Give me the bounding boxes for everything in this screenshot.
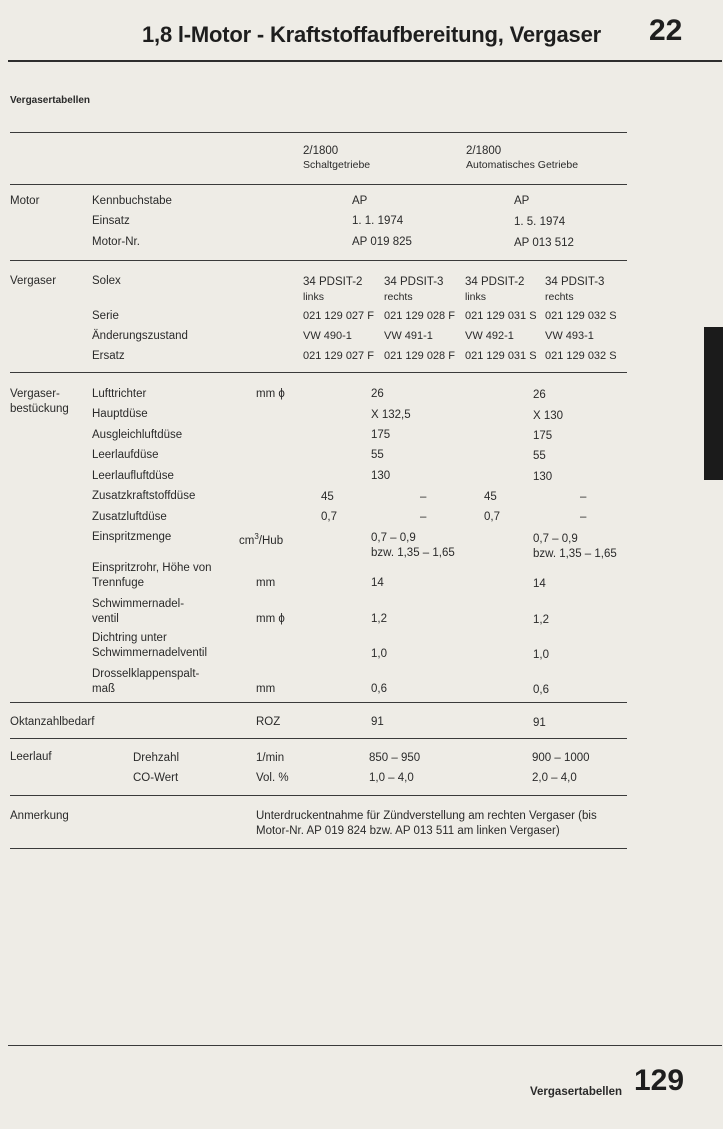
cell-manual: 130 xyxy=(371,470,391,482)
cell-manual: 0,7 – 0,9 xyxy=(371,532,416,544)
cell-automatic: 26 xyxy=(533,389,546,401)
cell: 021 129 027 F xyxy=(303,310,374,322)
chapter-tab-marker xyxy=(704,327,723,480)
cell-automatic: 0,7 – 0,9 xyxy=(533,533,578,545)
header-rule xyxy=(8,60,722,62)
cell: VW 490-1 xyxy=(303,330,352,342)
rule xyxy=(10,738,627,739)
row-label: CO-Wert xyxy=(133,772,179,784)
cell: 021 129 028 F xyxy=(384,310,455,322)
row-label: Einspritzmenge xyxy=(92,531,172,543)
row-label: Ausgleichluftdüse xyxy=(92,429,183,441)
cell-manual: 850 – 950 xyxy=(369,752,421,764)
cell-manual: 14 xyxy=(371,577,384,589)
cell-automatic: bzw. 1,35 – 1,65 xyxy=(533,548,617,560)
row-label: Kennbuchstabe xyxy=(92,195,172,207)
row-label: Drehzahl xyxy=(133,752,180,764)
solex-side: rechts xyxy=(545,291,574,303)
cell-automatic: 900 – 1000 xyxy=(532,752,590,764)
row-label: ventil xyxy=(92,613,119,625)
oktan-label: Oktanzahlbedarf xyxy=(10,716,95,728)
rule xyxy=(10,795,627,796)
footer-label: Vergasertabellen xyxy=(530,1086,623,1098)
cell-manual: 175 xyxy=(371,429,391,441)
cell: – xyxy=(580,511,587,523)
cell-automatic: X 130 xyxy=(533,410,564,422)
row-unit: mm ϕ xyxy=(256,388,285,400)
row-unit: 1/min xyxy=(256,752,285,764)
cell: – xyxy=(420,511,427,523)
col-auto-transmission: Automatisches Getriebe xyxy=(466,159,579,171)
solex-type: 34 PDSIT-3 xyxy=(545,276,605,288)
row-label: Zusatzkraftstoffdüse xyxy=(92,490,196,502)
solex-side: links xyxy=(303,291,325,303)
cell: – xyxy=(420,491,427,503)
cell-manual: 0,6 xyxy=(371,683,387,695)
row-label: Leerlaufdüse xyxy=(92,449,159,461)
cell-automatic: 1,0 xyxy=(533,649,549,661)
row-label: Hauptdüse xyxy=(92,408,148,420)
cell-manual: 26 xyxy=(371,388,384,400)
row-label: Zusatzluftdüse xyxy=(92,511,167,523)
row-label: Serie xyxy=(92,310,119,322)
cell-manual: AP xyxy=(352,195,368,207)
cell: 0,7 xyxy=(484,511,500,523)
page-title: 1,8 l-Motor - Kraftstoffaufbereitung, Vergaser xyxy=(142,22,601,47)
cell-automatic: 0,6 xyxy=(533,684,549,696)
cell-automatic: 91 xyxy=(533,717,546,729)
row-label: maß xyxy=(92,683,115,695)
col-manual-transmission: Schaltgetriebe xyxy=(303,159,371,171)
solex-type: 34 PDSIT-2 xyxy=(465,276,525,288)
solex-side: links xyxy=(465,291,487,303)
cell-automatic: 1,2 xyxy=(533,614,549,626)
row-label: Ersatz xyxy=(92,350,125,362)
cell-manual: X 132,5 xyxy=(371,409,411,421)
anmerkung-line-1: Unterdruckentnahme für Zündverstellung am rechten Vergaser (bis xyxy=(256,810,597,822)
cell: 021 129 032 S xyxy=(545,310,617,322)
col-auto-model: 2/1800 xyxy=(466,145,502,157)
cell-automatic: 2,0 – 4,0 xyxy=(532,772,577,784)
row-label: Solex xyxy=(92,275,121,287)
cell: – xyxy=(580,491,587,503)
solex-type: 34 PDSIT-3 xyxy=(384,276,444,288)
table-top-rule xyxy=(10,132,627,133)
cell-automatic: 14 xyxy=(533,578,546,590)
unit-rest: /Hub xyxy=(258,534,284,547)
solex-type: 34 PDSIT-2 xyxy=(303,276,363,288)
cell: 45 xyxy=(484,491,497,503)
cell-manual: 1,0 xyxy=(371,648,387,660)
cell: 021 129 031 S xyxy=(465,310,537,322)
section-title: Vergasertabellen xyxy=(10,95,91,106)
unit-sup: 3 xyxy=(254,532,259,541)
cell-manual: bzw. 1,35 – 1,65 xyxy=(371,547,455,559)
cell: VW 492-1 xyxy=(465,330,514,342)
rule xyxy=(10,184,627,185)
anmerkung-line-2: Motor-Nr. AP 019 824 bzw. AP 013 511 am linken Vergaser) xyxy=(256,825,560,837)
row-label: Lufttrichter xyxy=(92,388,147,400)
page-number: 129 xyxy=(634,1064,685,1097)
rule xyxy=(10,702,627,703)
row-unit: Vol. % xyxy=(256,772,289,784)
cell-manual: 1. 1. 1974 xyxy=(352,215,404,227)
anmerkung-label: Anmerkung xyxy=(10,810,69,822)
row-label: Dichtring unter xyxy=(92,632,167,644)
row-label: Trennfuge xyxy=(92,577,144,589)
cell: 021 129 031 S xyxy=(465,350,537,362)
group-motor: Motor xyxy=(10,195,40,207)
cell: 021 129 032 S xyxy=(545,350,617,362)
chapter-number: 22 xyxy=(649,14,683,47)
row-unit: ROZ xyxy=(256,716,281,728)
rule xyxy=(10,372,627,373)
cell-automatic: 175 xyxy=(533,430,553,442)
row-label: Schwimmernadelventil xyxy=(92,647,208,659)
row-label: Einspritzrohr, Höhe von xyxy=(92,562,212,574)
group-bestueckung-1: Vergaser- xyxy=(10,388,60,400)
table-bottom-rule xyxy=(10,848,627,849)
rule xyxy=(10,260,627,261)
cell-automatic: 1. 5. 1974 xyxy=(514,216,566,228)
group-vergaser: Vergaser xyxy=(10,275,57,287)
cell: VW 491-1 xyxy=(384,330,433,342)
row-label: Motor-Nr. xyxy=(92,236,140,248)
cell-manual: AP 019 825 xyxy=(352,236,412,248)
cell: 0,7 xyxy=(321,511,337,523)
cell-automatic: 130 xyxy=(533,471,553,483)
row-unit: mm xyxy=(256,683,276,695)
unit-base: cm xyxy=(239,534,255,547)
cell-automatic: AP 013 512 xyxy=(514,237,574,249)
row-label: Änderungszustand xyxy=(92,330,188,342)
footer-rule xyxy=(8,1045,722,1046)
group-bestueckung-2: bestückung xyxy=(10,403,69,415)
cell: VW 493-1 xyxy=(545,330,594,342)
cell: 45 xyxy=(321,491,334,503)
row-unit: mm ϕ xyxy=(256,613,285,625)
cell: 021 129 028 F xyxy=(384,350,455,362)
row-label: Schwimmernadel- xyxy=(92,598,185,610)
cell-manual: 1,2 xyxy=(371,613,387,625)
row-label: Drosselklappenspalt- xyxy=(92,668,200,680)
cell-manual: 55 xyxy=(371,449,384,461)
group-leerlauf: Leerlauf xyxy=(10,751,52,763)
cell: 021 129 027 F xyxy=(303,350,374,362)
cell-automatic: AP xyxy=(514,195,530,207)
cell-automatic: 55 xyxy=(533,450,546,462)
col-manual-model: 2/1800 xyxy=(303,145,339,157)
cell-manual: 91 xyxy=(371,716,384,728)
row-label: Leerlaufluftdüse xyxy=(92,470,174,482)
row-unit: mm xyxy=(256,577,276,589)
solex-side: rechts xyxy=(384,291,413,303)
row-unit xyxy=(239,530,283,548)
row-label: Einsatz xyxy=(92,215,130,227)
cell-manual: 1,0 – 4,0 xyxy=(369,772,414,784)
